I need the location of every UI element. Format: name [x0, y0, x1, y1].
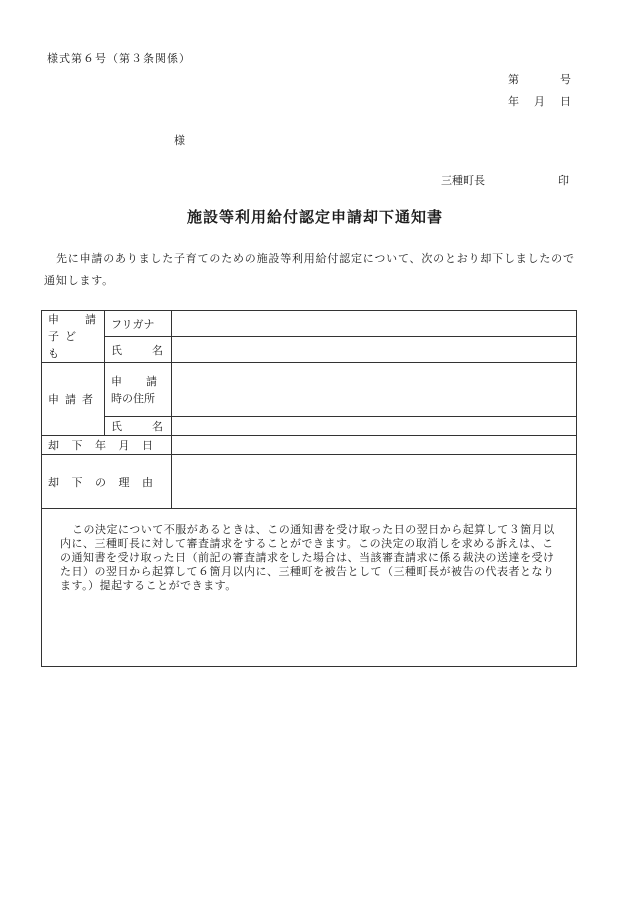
child-label-2: 子ども	[48, 330, 82, 360]
form-number: 様式第６号（第３条関係）	[47, 52, 191, 65]
applicant-name-label-cell: 氏 名	[105, 417, 172, 436]
applicant-label: 申請者	[48, 392, 99, 406]
notice-form-table	[41, 310, 577, 667]
seal-mark: 印	[558, 174, 569, 187]
rejection-reason-label-cell	[42, 455, 172, 509]
furigana-label-cell	[105, 311, 172, 337]
rejection-date-label-cell	[42, 436, 172, 455]
rejection-reason-field[interactable]	[172, 455, 577, 509]
doc-number-suffix: 号	[560, 73, 571, 86]
applicant-address-field[interactable]	[172, 363, 577, 417]
rejection-date-field[interactable]	[172, 436, 577, 455]
furigana-label: フリガナ	[111, 317, 155, 331]
appeal-notice-cell	[42, 509, 577, 667]
child-furigana-field[interactable]	[172, 311, 577, 337]
address-label-2: 時の住所	[111, 391, 155, 405]
addressee-suffix: 様	[174, 134, 185, 147]
child-name-label-cell: 氏 名	[105, 337, 172, 363]
applicant-name-field[interactable]	[172, 417, 577, 436]
applicant-label-cell	[42, 363, 105, 436]
date-year: 年	[508, 95, 519, 108]
doc-number-prefix: 第	[508, 73, 519, 86]
body-paragraph: 先に申請のありました子育てのための施設等利用給付認定について、次のとおり却下しましたので通知します。	[44, 252, 575, 287]
document-title: 施設等利用給付認定申請却下通知書	[186, 208, 443, 226]
date-month: 月	[534, 95, 545, 108]
issuer-name: 三種町長	[441, 174, 485, 187]
appeal-notice-text: この決定について不服があるときは、この通知書を受け取った日の翌日から起算して３箇月以内に、三種町長に対して審査請求をすることができます。この決定の取消しを求める訴えは、この通知書を受け取った日（前記の審査請求をした場合は、当該審査請求に係る裁決の送達を受けた日）の翌日から起算して６箇月以内に、三種町を被告として（三種町長が被告の代表者となります。）提起することができます。	[60, 523, 555, 592]
rejection-reason-label: 却 下 の 理 由	[48, 475, 153, 489]
address-label-cell: 申 請 時の住所	[105, 363, 172, 417]
child-name-field[interactable]	[172, 337, 577, 363]
child-label-cell: 申 請 子ども	[42, 311, 105, 363]
date-day: 日	[560, 95, 571, 108]
rejection-date-label: 却 下 年 月 日	[48, 439, 153, 452]
